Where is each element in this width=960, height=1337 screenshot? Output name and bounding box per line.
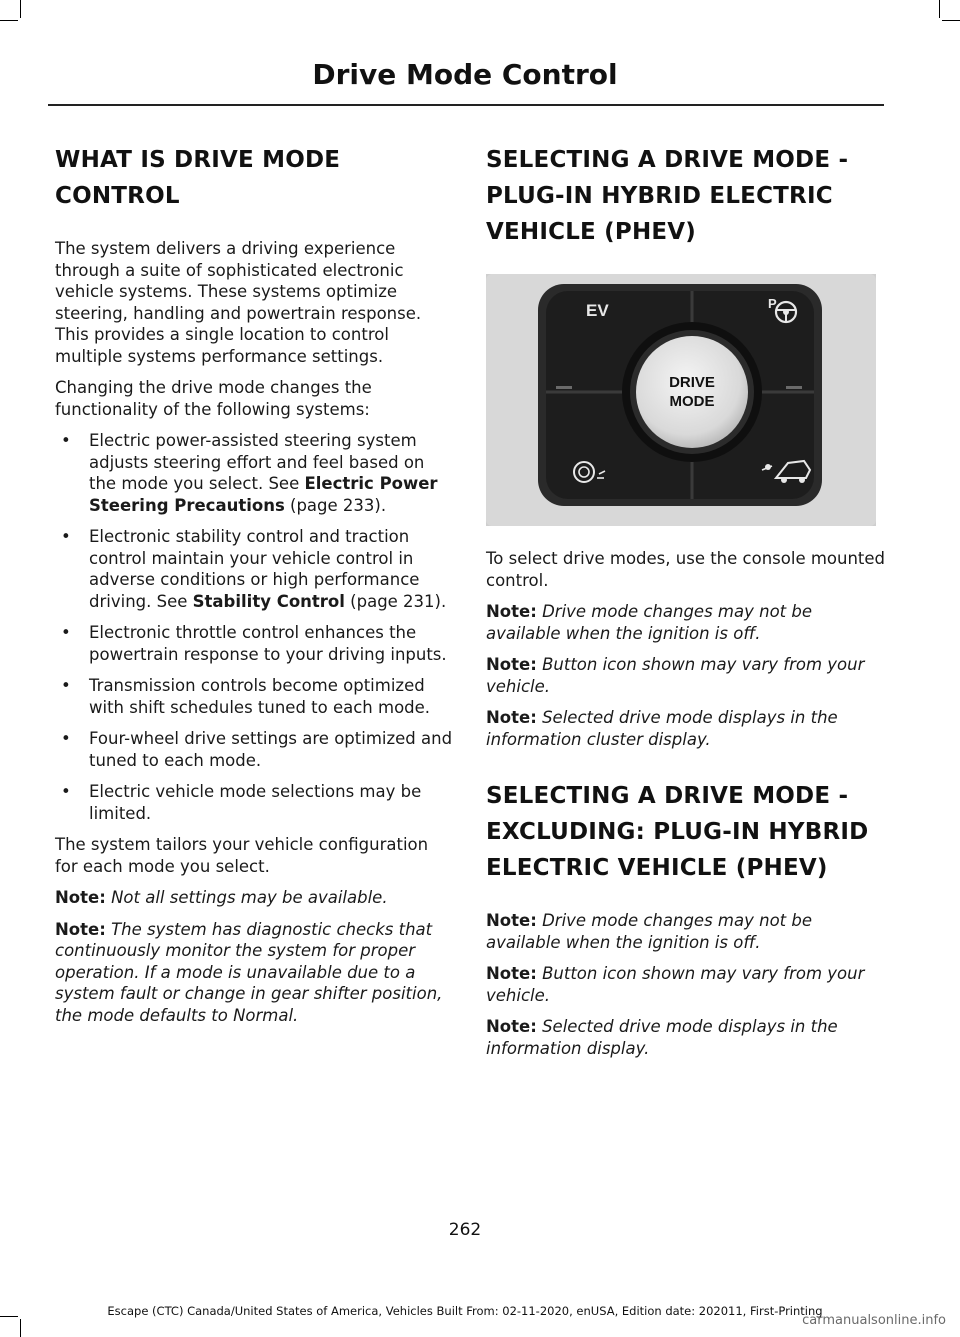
note-nonphev-icon: Note: Button icon shown may vary from your vehicle.	[486, 964, 865, 1005]
section-heading-phev: SELECTING A DRIVE MODE - PLUG-IN HYBRID ELECTRIC VEHICLE (PHEV)	[486, 147, 849, 245]
section-heading-what-is: WHAT IS DRIVE MODE CONTROL	[55, 147, 341, 209]
watermark: carmanualsonline.info	[802, 1313, 946, 1328]
knob-label-line1: DRIVE	[669, 374, 715, 391]
note-settings: Note: Not all settings may be available.	[55, 888, 388, 907]
crop-mark-top-left-v	[20, 0, 21, 18]
bullet-icon: •	[61, 782, 71, 801]
bullet-icon: •	[61, 431, 71, 450]
list-item: • Electronic stability control and traction control maintain your vehicle control in adverse conditions or high performance driving. See Stability Control (page 231).	[61, 527, 447, 611]
xref-link[interactable]: Electric Power Steering Precautions	[89, 474, 438, 515]
xref-link[interactable]: Stability Control	[192, 591, 345, 611]
crop-mark-top-left-h	[0, 20, 18, 21]
list-item: • Electric vehicle mode selections may be limited.	[61, 782, 422, 823]
header-divider	[48, 104, 884, 106]
bullet-icon: •	[61, 527, 71, 546]
section-heading-non-phev: SELECTING A DRIVE MODE - EXCLUDING: PLUG-IN HYBRID ELECTRIC VEHICLE (PHEV)	[486, 783, 869, 881]
right-column	[486, 142, 886, 1069]
list-item: • Transmission controls become optimized with shift schedules tuned to each mode.	[61, 676, 431, 717]
note-phev-icon: Note: Button icon shown may vary from your vehicle.	[486, 655, 865, 696]
page-number: 262	[448, 1220, 482, 1240]
knob-label-line2: MODE	[669, 393, 715, 410]
note-nonphev-ignition: Note: Drive mode changes may not be available when the ignition is off.	[486, 911, 812, 952]
note-diagnostic: Note: The system has diagnostic checks that continuously monitor the system for proper operation. If a mode is unavailable due to a system fault or change in gear shifter position, the mode defaults to Normal.	[55, 919, 443, 1025]
bullet-icon: •	[61, 623, 71, 642]
left-column	[55, 142, 455, 1036]
changing-paragraph: Changing the drive mode changes the functionality of the following systems:	[55, 378, 372, 419]
drive-mode-dial-illustration	[486, 274, 876, 526]
crop-mark-bottom-left-v	[20, 1319, 21, 1337]
p-label: P	[768, 296, 777, 311]
select-paragraph: To select drive modes, use the console mounted control.	[486, 549, 886, 590]
list-item: • Electric power-assisted steering system adjusts steering effort and feel based on the mode you select. See Electric Power Steering Precautions (page 233).	[61, 431, 438, 515]
list-item: • Four-wheel drive settings are optimized and tuned to each mode.	[61, 729, 453, 770]
ev-label: EV	[586, 301, 609, 320]
page-title: Drive Mode Control	[312, 58, 618, 91]
note-phev-display: Note: Selected drive mode displays in the information cluster display.	[486, 708, 838, 749]
crop-mark-top-right-h	[942, 20, 960, 21]
note-nonphev-display: Note: Selected drive mode displays in the information display.	[486, 1017, 838, 1058]
list-item: • Electronic throttle control enhances the powertrain response to your driving inputs.	[61, 623, 447, 664]
footer-edition-text: Escape (CTC) Canada/United States of America, Vehicles Built From: 02-11-2020, enUSA, Edition date: 202011, First-Printing	[107, 1304, 823, 1318]
bullet-icon: •	[61, 676, 71, 695]
crop-mark-top-right-v	[939, 0, 940, 18]
bullet-icon: •	[61, 729, 71, 748]
intro-paragraph: The system delivers a driving experience through a suite of sophisticated electronic vehicle systems. These systems optimize steering, handling and powertrain response. This provides a single location to control multiple systems performance settings.	[55, 239, 422, 366]
note-phev-ignition: Note: Drive mode changes may not be available when the ignition is off.	[486, 602, 812, 643]
drive-mode-control-figure	[486, 274, 876, 526]
systems-list	[55, 430, 455, 824]
tailors-paragraph: The system tailors your vehicle configuration for each mode you select.	[55, 835, 429, 876]
